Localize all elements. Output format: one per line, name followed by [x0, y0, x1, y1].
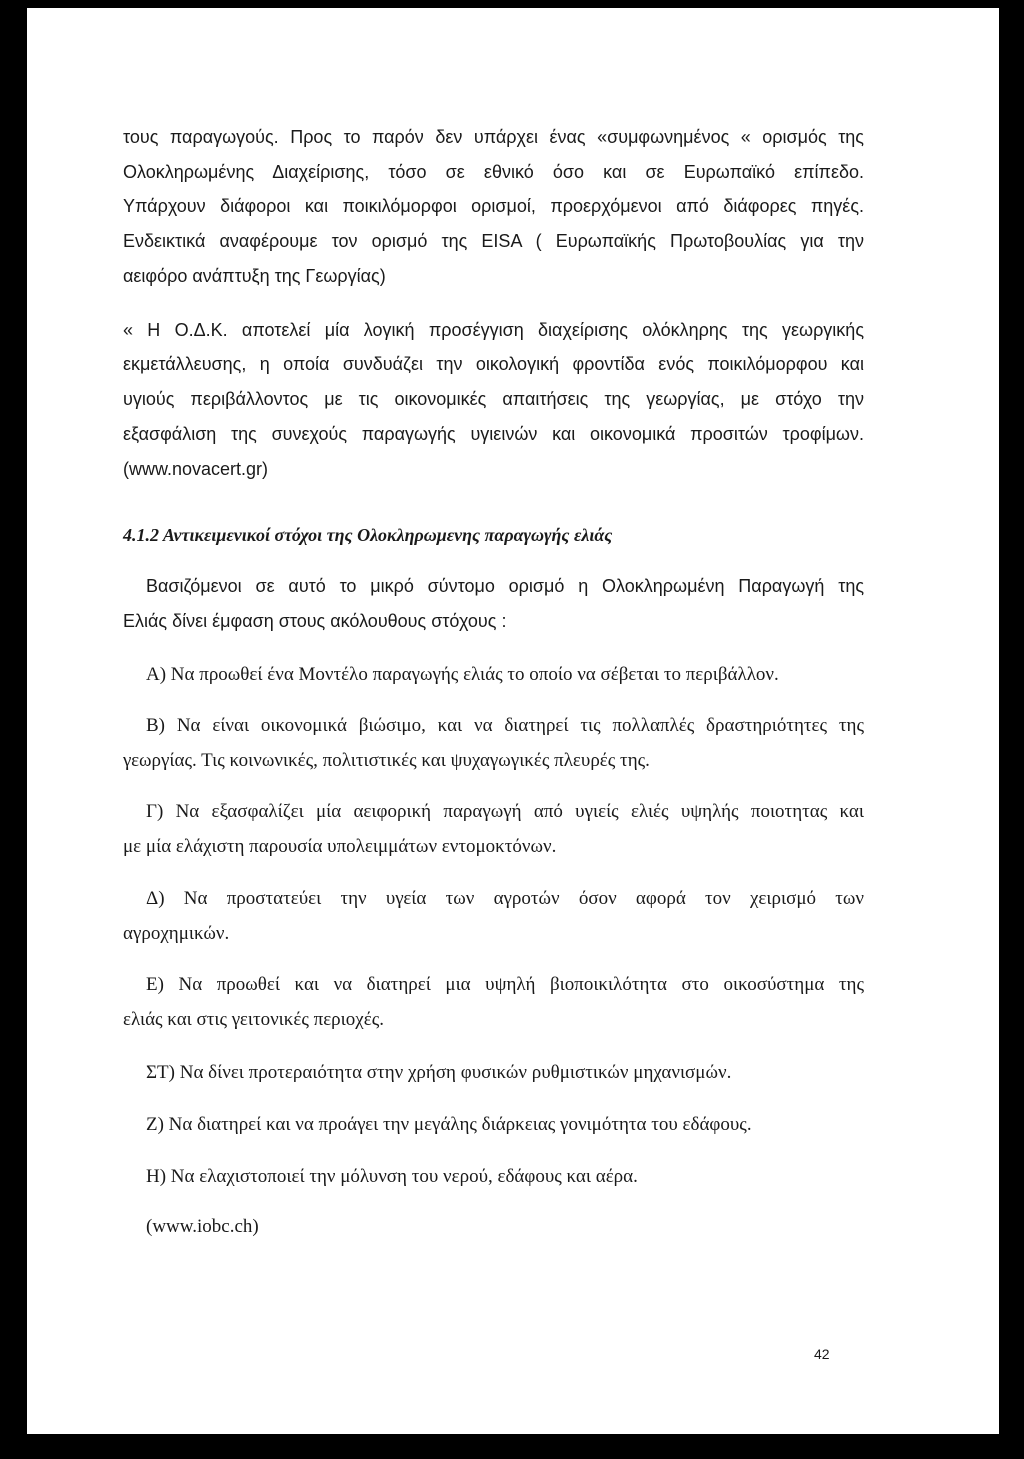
page-number: 42 [814, 1346, 830, 1362]
goal-c-continued: με μία ελάχιστη παρουσία υπολειμμάτων εντομοκτόνων. [123, 836, 557, 857]
text-line: εκμετάλλευσης, η οποία συνδυάζει την οικολογική φροντίδα ενός ποικιλόμορφου και [123, 354, 864, 374]
text-line: Ελιάς δίνει έμφαση στους ακόλουθους στόχους : [123, 611, 507, 631]
goal-b-continued: γεωργίας. Τις κοινωνικές, πολιτιστικές και ψυχαγωγικές πλευρές της. [123, 750, 650, 771]
goal-d-continued: αγροχημικών. [123, 923, 230, 944]
goal-e-continued: ελιάς και στις γειτονικές περιοχές. [123, 1009, 384, 1030]
text-line: εξασφάλιση της συνεχούς παραγωγής υγιεινών και οικονομικά προσιτών τροφίμων. [123, 424, 864, 444]
goal-f: ΣΤ) Να δίνει προτεραιότητα στην χρήση φυσικών ρυθμιστικών μηχανισμών. [146, 1062, 732, 1083]
source-citation: (www.novacert.gr) [123, 459, 269, 479]
goal-c: Γ) Να εξασφαλίζει μία αειφορική παραγωγή από υγιείς ελιές υψηλής ποιοτητας και [146, 801, 864, 822]
text-line: Βασιζόμενοι σε αυτό το μικρό σύντομο ορισμό η Ολοκληρωμένη Παραγωγή της [146, 576, 864, 596]
text-line: « Η Ο.Δ.Κ. αποτελεί μία λογική προσέγγιση διαχείρισης ολόκληρης της γεωργικής [123, 320, 864, 340]
section-heading: 4.1.2 Αντικειμενικοί στόχοι της Ολοκληρωμενης παραγωγής ελιάς [123, 525, 613, 545]
goal-d: Δ) Να προστατεύει την υγεία των αγροτών όσον αφορά τον χειρισμό των [146, 888, 864, 909]
goal-e: Ε) Να προωθεί και να διατηρεί μια υψηλή βιοποικιλότητα στο οικοσύστημα της [146, 974, 864, 995]
goal-a: Α) Να προωθεί ένα Μοντέλο παραγωγής ελιάς το οποίο να σέβεται το περιβάλλον. [146, 664, 779, 685]
goal-h: Η) Να ελαχιστοποιεί την μόλυνση του νερού, εδάφους και αέρα. [146, 1166, 638, 1187]
text-line: Υπάρχουν διάφοροι και ποικιλόμορφοι ορισμοί, προερχόμενοι από διάφορες πηγές. [123, 196, 864, 216]
text-line: Ενδεικτικά αναφέρουμε τον ορισμό της EISA ( Ευρωπαϊκής Πρωτοβουλίας για την [123, 231, 864, 251]
text-line: υγιούς περιβάλλοντος με τις οικονομικές απαιτήσεις της γεωργίας, με στόχο την [123, 389, 864, 409]
text-line: τους παραγωγούς. Προς το παρόν δεν υπάρχει ένας «συμφωνημένος « ορισμός της [123, 127, 864, 147]
source-citation-iobc: (www.iobc.ch) [146, 1216, 259, 1237]
document-page [27, 8, 999, 1434]
goal-b: Β) Να είναι οικονομικά βιώσιμο, και να διατηρεί τις πολλαπλές δραστηριότητες της [146, 715, 864, 736]
text-line: Ολοκληρωμένης Διαχείρισης, τόσο σε εθνικό όσο και σε Ευρωπαϊκό επίπεδο. [123, 162, 864, 182]
goal-g: Ζ) Να διατηρεί και να προάγει την μεγάλης διάρκειας γονιμότητα του εδάφους. [146, 1114, 752, 1135]
text-line: αειφόρο ανάπτυξη της Γεωργίας) [123, 266, 386, 286]
